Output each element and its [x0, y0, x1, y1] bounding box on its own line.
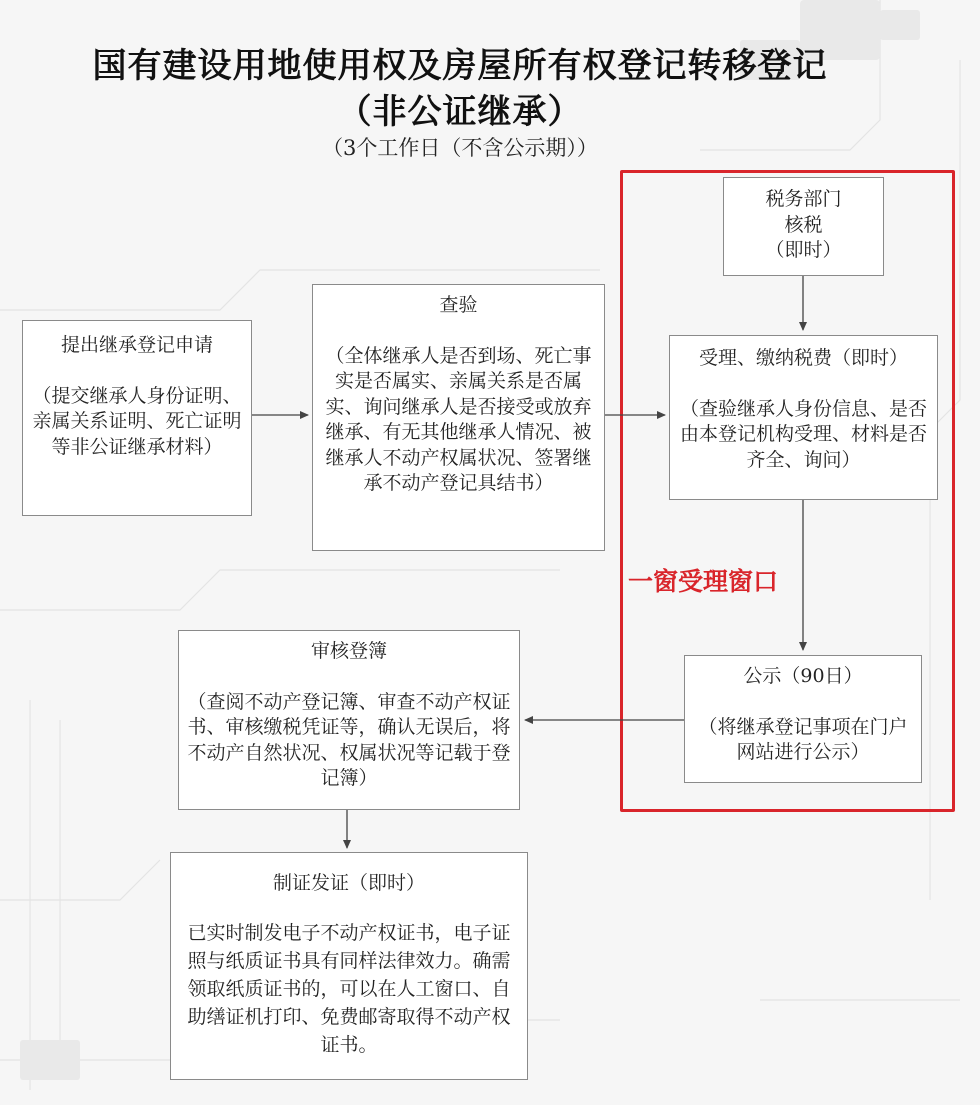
inspect-description: （全体继承人是否到场、死亡事实是否属实、亲属关系是否属实、询问继承人是否接受或放弃继承、有无其他继承人情况、被继承人不动产权属状况、签署继承不动产登记具结书） [325, 344, 592, 494]
tax-line3: （即时） [765, 239, 842, 261]
apply-heading: 提出继承登记申请 [60, 334, 213, 356]
publicity-box [684, 655, 922, 783]
accept-heading: 受理、缴纳税费（即时） [698, 347, 908, 369]
accept-box [669, 335, 938, 500]
issue-description: 已实时制发电子不动产权证书，电子证照与纸质证书具有同样法律效力。确需领取纸质证书的，可以在人工窗口、自助缮证机打印、免费邮寄取得不动产权证书。 [187, 922, 511, 1056]
tax-line2: 核税 [784, 213, 823, 236]
page-subtitle: （3个工作日（不含公示期）） [322, 136, 598, 160]
apply-description: （提交继承人身份证明、亲属关系证明、死亡证明等非公证继承材料） [32, 384, 242, 458]
tax-heading: 税务部门 [765, 188, 842, 210]
publicity-heading: 公示（90日） [743, 665, 863, 687]
apply-box [22, 320, 252, 516]
inspect-heading: 查验 [439, 294, 478, 316]
issue-heading: 制证发证（即时） [272, 872, 425, 894]
page-title-secondary: （非公证继承） [337, 92, 583, 132]
tax-box [723, 177, 884, 276]
one-window-label: 一窗受理窗口 [628, 567, 779, 596]
issue-box [170, 852, 528, 1080]
accept-description: （查验继承人身份信息、是否由本登记机构受理、材料是否齐全、询问） [679, 397, 927, 471]
inspect-box [312, 284, 605, 551]
review-box [178, 630, 520, 810]
review-description: （查阅不动产登记簿、审查不动产权证书、审核缴税凭证等，确认无误后，将不动产自然状况、权属状况等记载于登记簿） [187, 690, 511, 789]
publicity-description: （将继承登记事项在门户网站进行公示） [698, 715, 908, 763]
review-heading: 审核登簿 [310, 640, 387, 662]
page-title: 国有建设用地使用权及房屋所有权登记转移登记 [92, 46, 828, 86]
